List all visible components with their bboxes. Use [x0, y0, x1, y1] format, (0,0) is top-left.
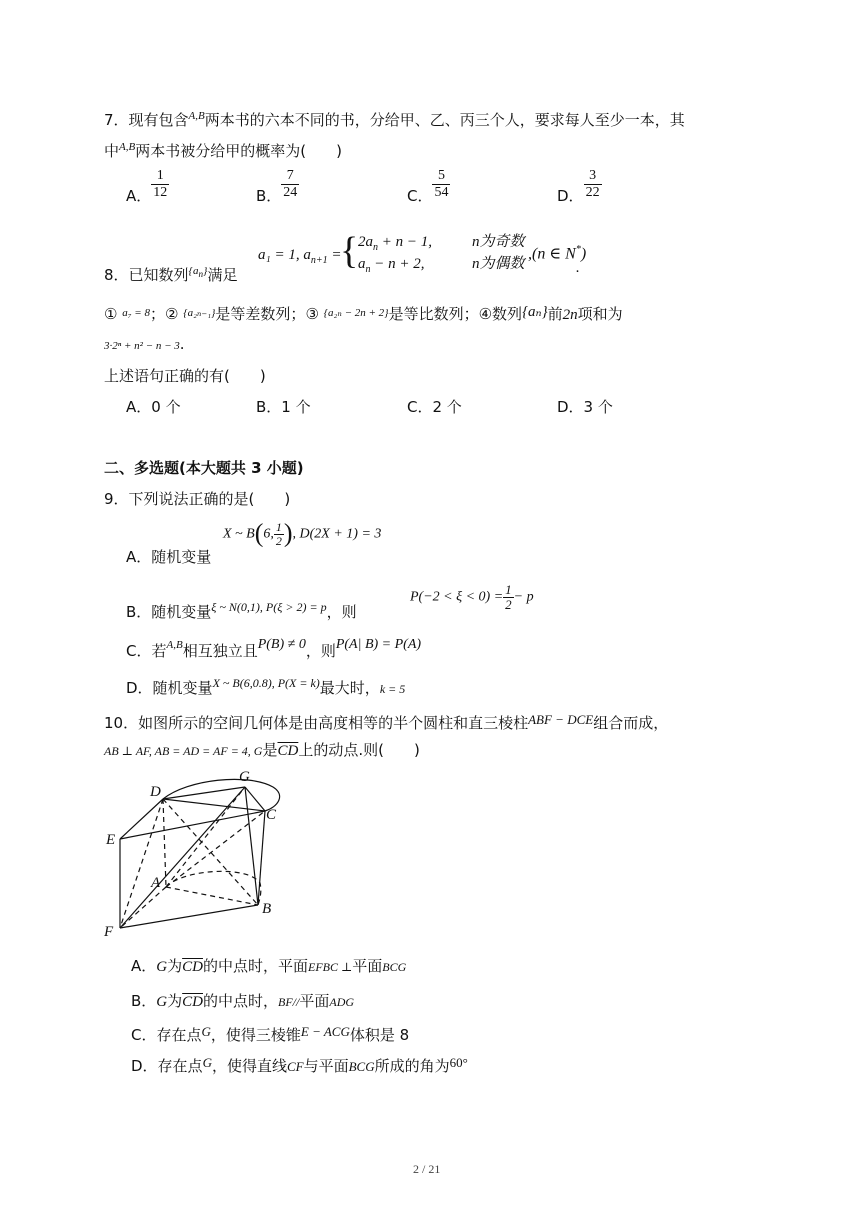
s2-text: 是等差数列； [215, 305, 306, 323]
q10d-m: CF [286, 1059, 304, 1074]
q10-l1b: 组合而成， [593, 714, 669, 732]
q10b-t2: 的中点时， [203, 992, 279, 1010]
q10a-m: EFBC ⊥ [307, 960, 353, 974]
page-number: 2 / 21 [413, 1162, 441, 1176]
frac-num: 1 [156, 168, 164, 183]
s4-text2: 项和为 [577, 305, 623, 323]
s1-marker: ① [104, 305, 123, 323]
label-C: C [266, 807, 277, 823]
q9a-m2: 6, [263, 526, 274, 542]
edge-DA [163, 799, 166, 887]
section-heading: 二、多选题(本大题共 3 小题) [104, 459, 304, 477]
q10c-label: C．存在点 [131, 1026, 202, 1044]
seq-open: {a [188, 265, 199, 277]
s4-text: 前 [547, 305, 563, 323]
q8-option-d: D．3 个 [557, 398, 613, 416]
option-label: A． [126, 187, 152, 205]
edge-DG [163, 787, 245, 799]
q10b-m: BF// [278, 995, 300, 1009]
q10d-t3: 所成的角为 [374, 1057, 450, 1075]
q7-stem-rest: 两本书的六本不同的书，分给甲、乙、丙三个人，要求每人至少一本，其 [204, 111, 685, 129]
q10c-t1: ，使得三棱锥 [210, 1026, 301, 1044]
q10-option-d [131, 1053, 468, 1077]
q10a-t1: 为 [167, 957, 183, 975]
q9-option-c [126, 633, 421, 663]
option-label: B． [256, 187, 282, 205]
q9-option-b [126, 582, 534, 621]
q10-l1a: 10．如图所示的空间几何体是由高度相等的半个圆柱和直三棱柱 [104, 714, 529, 732]
case2-a: a [358, 256, 366, 272]
q10d-m3: 60° [449, 1055, 468, 1070]
q8-sum-line [104, 334, 185, 356]
lhs-a1: a₁ = 1, a [258, 247, 311, 263]
case1-sub: n [373, 242, 378, 253]
q9c-ab: A,B [166, 639, 183, 651]
q9b-m2: P(−2 < ξ < 0) = [410, 589, 504, 605]
q7-option-a [126, 168, 169, 206]
q10a-t2: 的中点时，平面 [202, 957, 308, 975]
q10-l2a: 是 [262, 741, 278, 759]
domain-text: ,(n ∈ N [528, 245, 576, 263]
edge-FB [120, 905, 258, 928]
case-1-cond: n为奇数 [472, 234, 525, 250]
q7-option-c [407, 168, 450, 206]
s4-marker: ④数列 [478, 305, 523, 323]
q9d-text: 最大时， [319, 679, 380, 697]
frac-num: 5 [437, 168, 445, 183]
q10-option-c [131, 1022, 409, 1045]
q9a-fraction [274, 521, 284, 548]
frac-den: 2 [275, 534, 282, 548]
q9c-label: C．若 [126, 642, 167, 660]
q9b-math: ξ ~ N(0,1), P(ξ > 2) = p [211, 600, 327, 614]
q9d-math: X ~ B(6,0.8), P(X = k) [212, 676, 320, 690]
lhs-eq: = [327, 247, 342, 263]
case-2-cond: n为偶数 [472, 256, 525, 272]
s1-sep: ； [149, 305, 165, 323]
q7-stem-start: 7．现有包含 [104, 111, 189, 129]
q9-option-d [126, 672, 405, 700]
frac-num: 7 [286, 168, 294, 183]
q10a-t3: 平面 [352, 957, 383, 975]
q10c-t2: 体积是 8 [349, 1026, 410, 1044]
option-label: C． [407, 187, 433, 205]
q10d-t2: 与平面 [303, 1057, 349, 1075]
q9-stem: 9．下列说法正确的是( ) [104, 490, 291, 508]
q8-option-c: C．2 个 [407, 398, 462, 416]
geometry-figure [98, 765, 298, 945]
q10d-t1: ，使得直线 [211, 1057, 287, 1075]
recurrence-period: . [576, 260, 580, 276]
s3-marker: ③ [305, 305, 324, 323]
q7-line2 [104, 137, 342, 161]
q7-option-b [256, 168, 299, 206]
fraction [432, 168, 450, 201]
q10c-g: G [201, 1024, 211, 1039]
q8-satisfy: 满足 [207, 266, 238, 284]
q10d-label: D．存在点 [131, 1057, 203, 1075]
label-E: E [106, 832, 116, 848]
q7-ab-2: A,B [119, 141, 136, 153]
frac-num: 1 [275, 520, 282, 534]
edge-AG [166, 787, 245, 887]
case1-a: 2a [358, 234, 373, 250]
case-1 [358, 233, 432, 257]
frac-den: 24 [283, 185, 298, 200]
q10b-g: G [156, 994, 168, 1010]
q9a-label: A．随机变量 [126, 548, 212, 566]
q10-option-b [131, 991, 354, 1012]
q10-arc-cd: $\overline{CD}$ [277, 743, 299, 759]
q10b-arc: $\overline{CD}$ [182, 994, 203, 1010]
s2-marker: ② [164, 305, 184, 323]
q10d-m2: BCG [348, 1059, 375, 1074]
q10a-label: A． [131, 957, 157, 975]
domain-sup: * [575, 244, 581, 255]
edge-EC [120, 811, 265, 839]
q8-question: 上述语句正确的有( ) [104, 367, 266, 385]
q9b-fraction [503, 583, 514, 612]
q10d-g: G [202, 1055, 212, 1070]
q7-option-d [557, 168, 602, 206]
fraction [584, 168, 602, 201]
option-label: D． [557, 187, 584, 205]
lhs-sub: n+1 [310, 255, 328, 266]
case2-sub: n [365, 264, 371, 275]
q10a-g: G [156, 959, 168, 975]
q9a-math: X ~ B(6, $\frac{1}{2}$ ), D(2X + 1) = 3 [223, 518, 382, 548]
fraction [281, 168, 299, 201]
edge-FG [120, 787, 245, 928]
s1-math: a₇ = 8 [122, 307, 150, 319]
q7-line2-start: 中 [104, 142, 120, 160]
s4-sum: 3·2ⁿ + n² − n − 3 [104, 340, 180, 352]
q9b-then: ，则 [326, 603, 357, 621]
seq-close: } [203, 265, 208, 277]
frac-den: 54 [434, 185, 449, 200]
q9c-text: 相互独立且 [182, 642, 258, 660]
q9-option-a [126, 518, 382, 567]
edge-AC [166, 811, 265, 887]
q7-ab: A,B [188, 110, 205, 122]
s2-math: {a₂ₙ₋₁} [183, 307, 216, 319]
case1-end: + n − 1, [378, 234, 432, 250]
q9d-label: D．随机变量 [126, 679, 213, 697]
q10-l2b: 上的动点.则( ) [298, 741, 420, 759]
q10-l1-math: ABF − DCE [528, 712, 594, 727]
q10b-t3: 平面 [299, 992, 330, 1010]
q9a-m3: , D(2X + 1) = 3 [292, 526, 382, 542]
q9c-math2: P(A| B) = P(A) [335, 637, 422, 652]
edge-GB [245, 787, 258, 905]
q10-line2 [104, 740, 420, 761]
q8-stem [104, 261, 237, 285]
q7-line1 [104, 106, 685, 130]
seq-sub: n [198, 269, 204, 280]
q10a-m2: BCG [382, 960, 407, 974]
frac-den: 2 [505, 597, 512, 612]
q10c-m: E − ACG [300, 1024, 350, 1039]
q9d-math2: k = 5 [379, 682, 406, 696]
q10a-arc: $\overline{CD}$ [182, 959, 203, 975]
q9b-label: B．随机变量 [126, 603, 212, 621]
s3-math: {a₂ₙ − 2n + 2} [323, 307, 389, 319]
label-G: G [239, 769, 250, 785]
frac-num: 3 [589, 168, 597, 183]
s4-math: {aₙ} [522, 304, 548, 320]
q7-line2-rest: 两本书被分给甲的概率为( ) [135, 142, 342, 160]
q10-line1 [104, 710, 668, 733]
label-D: D [150, 784, 161, 800]
edge-GC [245, 787, 265, 811]
q9b-math2 [410, 583, 534, 612]
s4-end: . [179, 335, 185, 353]
q8-seq [188, 265, 208, 280]
q10b-t1: 为 [167, 992, 183, 1010]
q8-stem-text: 8．已知数列 [104, 266, 189, 284]
brace: { [340, 230, 359, 272]
q9a-m1: X ~ B [223, 526, 255, 542]
fraction [151, 168, 169, 201]
q10b-label: B． [131, 992, 157, 1010]
recurrence-lhs [258, 246, 341, 270]
frac-den: 12 [153, 185, 168, 200]
label-A: A [151, 875, 161, 891]
q10-option-a [131, 956, 406, 977]
label-F: F [104, 924, 114, 940]
q9b-m3: − p [513, 589, 534, 605]
q9c-then: ，则 [305, 642, 336, 660]
arc-AB [166, 871, 261, 905]
q8-option-b: B．1 个 [256, 398, 311, 416]
q8-option-a: A．0 个 [126, 398, 181, 416]
frac-den: 22 [585, 185, 600, 200]
edge-DC [163, 799, 265, 811]
q9c-math: P(B) ≠ 0 [257, 637, 306, 652]
q10-l2-math: AB ⊥ AF, AB = AD = AF = 4, G [104, 744, 263, 758]
case-2 [358, 255, 425, 279]
case2-end: − n + 2, [370, 256, 425, 272]
frac-num: 1 [505, 582, 512, 597]
s4-n: 2n [562, 307, 578, 323]
domain-end: ) [580, 245, 587, 263]
q10b-m2: ADG [329, 995, 355, 1009]
edge-BC [258, 811, 265, 905]
label-B: B [262, 901, 272, 917]
s3-text: 是等比数列； [388, 305, 479, 323]
q8-statements [104, 302, 623, 325]
